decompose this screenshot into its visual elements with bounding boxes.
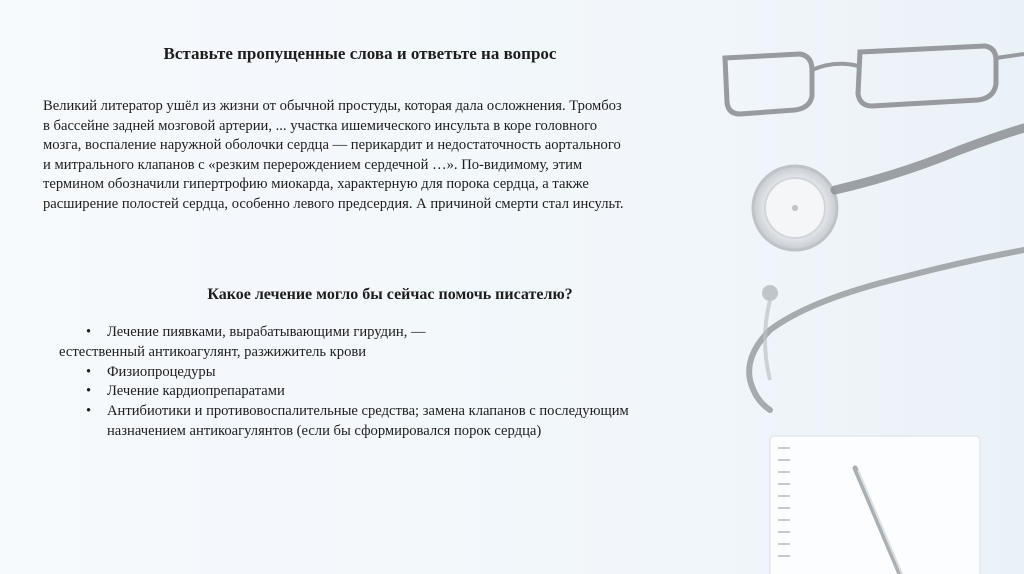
passage-line: Великий литератор ушёл из жизни от обычной простуды, которая дала осложнения. Тромбоз <box>43 98 622 114</box>
answer-item <box>83 323 763 343</box>
bullet-icon: • <box>86 324 92 340</box>
passage-line: мозга, воспаление наружной оболочки сердца — перикардит и недостаточность аортального <box>43 137 621 154</box>
answers-list <box>59 323 763 442</box>
passage-line: термином обозначили гипертрофию миокарда, характерную для порока сердца, а также <box>43 176 589 193</box>
answer-text: Лечение кардиопрепаратами <box>107 383 285 400</box>
bullet-icon: • <box>86 363 92 380</box>
answer-text: Физиопроцедуры <box>107 363 216 380</box>
answer-item <box>83 382 763 402</box>
passage-line: в бассейне задней мозговой артерии, ... участка ишемического инсульта в коре головного <box>43 117 598 134</box>
bullet-icon: • <box>86 383 92 400</box>
answer-text: Антибиотики и противовоспалительные средства; замена клапанов с последующим <box>107 403 629 420</box>
passage-text <box>43 97 743 215</box>
slide-title: Вставьте пропущенные слова и ответьте на вопрос <box>163 44 557 63</box>
passage-line: и митрального клапанов с «резким перерождением сердечной …». По-видимому, этим <box>43 156 583 173</box>
bullet-icon: • <box>86 403 92 420</box>
question-heading: Какое лечение могло бы сейчас помочь писателю? <box>207 286 573 303</box>
answer-item <box>83 363 763 383</box>
answer-item <box>83 402 763 422</box>
answer-continuation: естественный антикоагулянт, разжижитель крови <box>59 343 367 360</box>
answer-text: Лечение пиявками, вырабатывающими гирудин, — <box>107 324 426 340</box>
answer-continuation: назначением антикоагулянтов (если бы сформировался порок сердца) <box>107 422 542 439</box>
passage-line: расширение полостей сердца, особенно левого предсердия. А причиной смерти стал инсульт. <box>43 195 624 212</box>
